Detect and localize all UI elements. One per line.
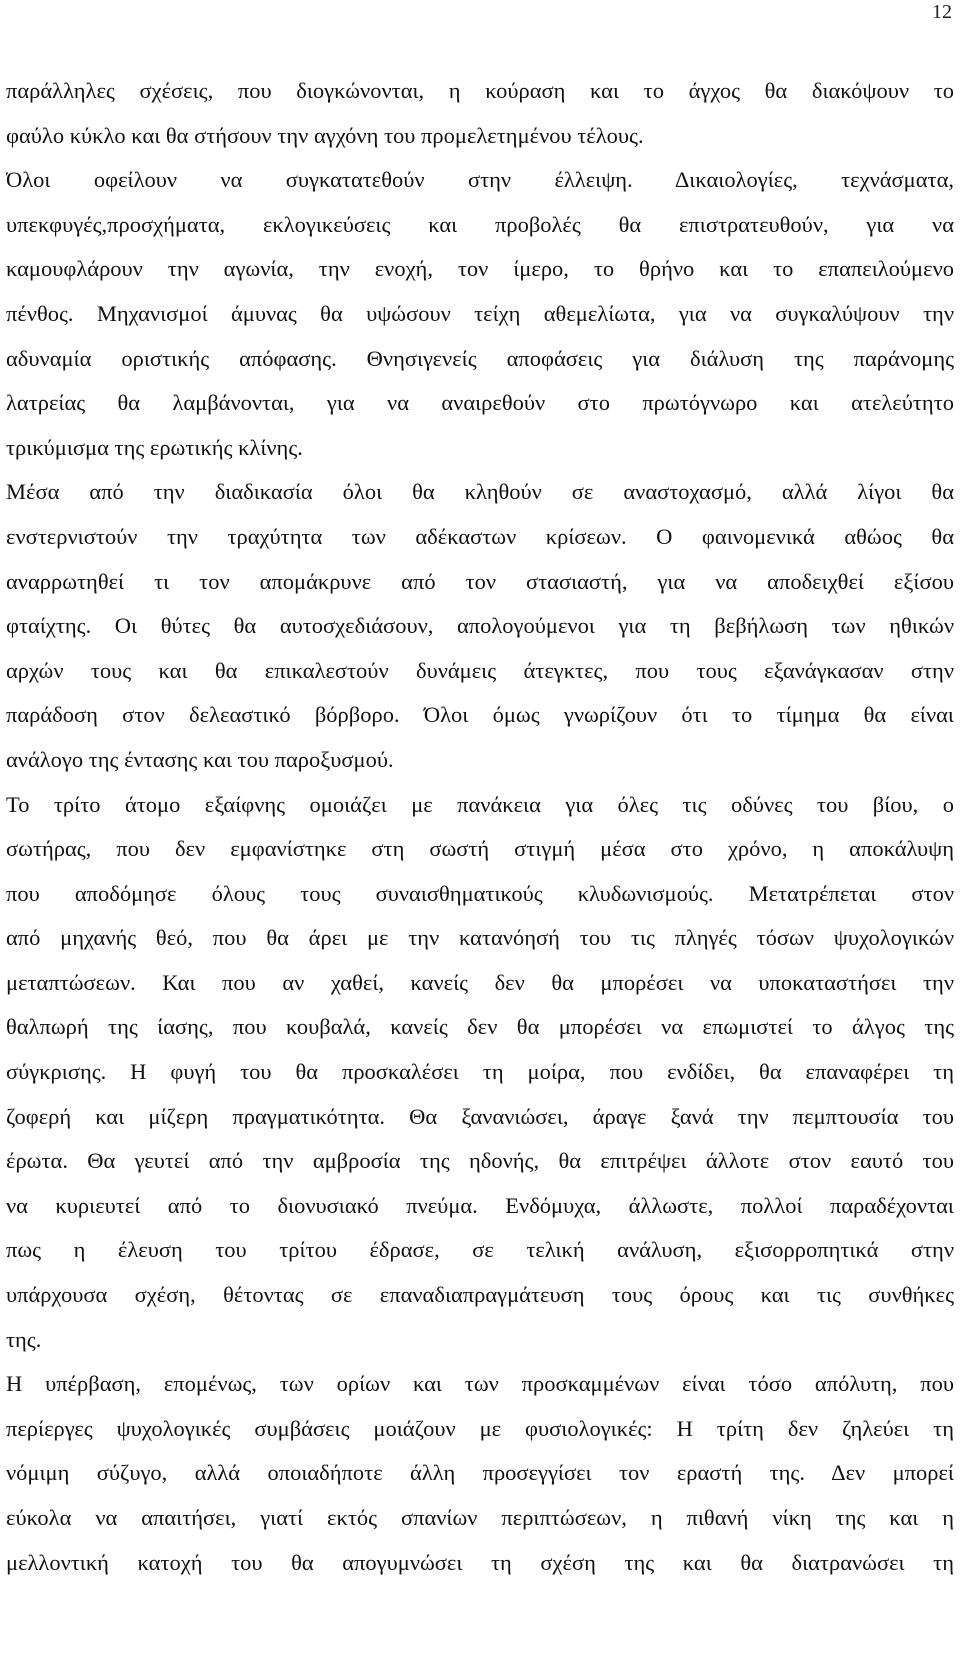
text-line: από μηχανής θεό, που θα άρει με την κατανόησή του τις πληγές τόσων ψυχολογικών xyxy=(6,925,954,951)
text-line: περίεργες ψυχολογικές συμβάσεις μοιάζουν με φυσιολογικές: Η τρίτη δεν ζηλεύει τη xyxy=(6,1415,954,1441)
text-line: φταίχτης. Οι θύτες θα αυτοσχεδιάσουν, απολογούμενοι για τη βεβήλωση των ηθικών xyxy=(6,613,954,639)
body-text xyxy=(6,69,954,1585)
text-line: φαύλο κύκλο και θα στήσουν την αγχόνη του προμελετημένου τέλους. xyxy=(6,122,644,148)
text-line: εύκολα να απαιτήσει, γιατί εκτός σπανίων περιπτώσεων, η πιθανή νίκη της και η xyxy=(6,1505,954,1530)
text-line: ζοφερή και μίζερη πραγματικότητα. Θα ξανανιώσει, άραγε ξανά την πεμπτουσία του xyxy=(6,1103,954,1129)
text-line: υπεκφυγές,προσχήματα, εκλογικεύσεις και προβολές θα επιστρατευθούν, για να xyxy=(6,211,954,237)
text-line: Μέσα από την διαδικασία όλοι θα κληθούν σε αναστοχασμό, αλλά λίγοι θα xyxy=(6,479,954,505)
text-line: ανάλογο της έντασης και του παροξυσμού. xyxy=(6,746,394,772)
text-line: καμουφλάρουν την αγωνία, την ενοχή, τον ίμερο, το θρήνο και το επαπειλούμενο xyxy=(6,256,954,282)
text-line: τρικύμισμα της ερωτικής κλίνης. xyxy=(6,434,303,460)
text-line: θαλπωρή της ίασης, που κουβαλά, κανείς δεν θα μπορέσει να επωμιστεί το άλγος της xyxy=(6,1014,954,1040)
text-line: αναρρωτηθεί τι τον απομάκρυνε από τον στασιαστή, για να αποδειχθεί εξίσου xyxy=(6,568,954,594)
text-line: παράλληλες σχέσεις, που διογκώνονται, η κούραση και το άγχος θα διακόψουν το xyxy=(6,78,954,103)
text-line: μελλοντική κατοχή του θα απογυμνώσει τη σχέση της και θα διατρανώσει τη xyxy=(6,1549,954,1575)
text-line: Όλοι οφείλουν να συγκατατεθούν στην έλλειψη. Δικαιολογίες, τεχνάσματα, xyxy=(6,167,954,193)
text-line: αδυναμία οριστικής απόφασης. Θνησιγενείς αποφάσεις για διάλυση της παράνομης xyxy=(6,345,954,371)
text-line: μεταπτώσεων. Και που αν χαθεί, κανείς δεν θα μπορέσει να υποκαταστήσει την xyxy=(6,969,954,995)
text-line: παράδοση στον δελεαστικό βόρβορο. Όλοι όμως γνωρίζουν ότι το τίμημα θα είναι xyxy=(6,702,954,728)
text-line: υπάρχουσα σχέση, θέτοντας σε επαναδιαπραγμάτευση τους όρους και τις συνθήκες xyxy=(6,1282,954,1308)
text-line: σωτήρας, που δεν εμφανίστηκε στη σωστή στιγμή μέσα στο χρόνο, η αποκάλυψη xyxy=(6,836,954,862)
text-line: έρωτα. Θα γευτεί από την αμβροσία της ηδονής, θα επιτρέψει άλλοτε στον εαυτό του xyxy=(6,1148,954,1174)
text-line: ενστερνιστούν την τραχύτητα των αδέκαστων κρίσεων. Ο φαινομενικά αθώος θα xyxy=(6,523,954,549)
text-line: σύγκρισης. Η φυγή του θα προσκαλέσει τη μοίρα, που ενδίδει, θα επαναφέρει τη xyxy=(6,1059,954,1085)
text-line: πένθος. Μηχανισμοί άμυνας θα υψώσουν τείχη αθεμελίωτα, για να συγκαλύψουν την xyxy=(6,300,954,326)
text-line: λατρείας θα λαμβάνονται, για να αναιρεθούν στο πρωτόγνωρο και ατελεύτητο xyxy=(6,390,954,416)
text-line: πως η έλευση του τρίτου έδρασε, σε τελική ανάλυση, εξισορροπητικά στην xyxy=(6,1237,954,1263)
text-line: αρχών τους και θα επικαλεστούν δυνάμεις άτεγκτες, που τους εξανάγκασαν στην xyxy=(6,657,954,683)
text-line: της. xyxy=(6,1326,42,1352)
text-line: να κυριευτεί από το διονυσιακό πνεύμα. Ενδόμυχα, άλλωστε, πολλοί παραδέχονται xyxy=(6,1192,954,1218)
text-line: που αποδόμησε όλους τους συναισθηματικούς κλυδωνισμούς. Μετατρέπεται στον xyxy=(6,880,954,906)
text-line: Το τρίτο άτομο εξαίφνης ομοιάζει με πανάκεια για όλες τις οδύνες του βίου, ο xyxy=(6,791,954,817)
page-number: 12 xyxy=(932,1,952,23)
text-line: Η υπέρβαση, επομένως, των ορίων και των προσκαμμένων είναι τόσο απόλυτη, που xyxy=(6,1371,954,1397)
text-line: νόμιμη σύζυγο, αλλά οποιαδήποτε άλλη προσεγγίσει τον εραστή της. Δεν μπορεί xyxy=(6,1460,954,1486)
